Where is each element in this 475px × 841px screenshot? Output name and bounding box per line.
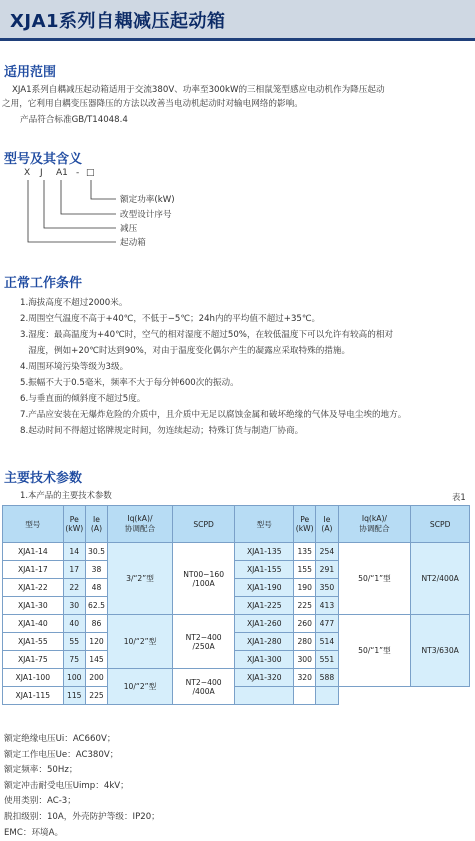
rating-item: 额定冲击耐受电压Uimp：4kV； bbox=[4, 780, 129, 791]
condition-item: 湿度，例如+20℃时达到90%，对由于温度变化偶尔产生的凝露应采取特殊的措施。 bbox=[20, 346, 351, 356]
iq-cell: 50/“1”型 bbox=[338, 615, 411, 687]
condition-item: 7.产品应安装在无爆炸危险的介质中，且介质中无足以腐蚀金属和破坏绝缘的气体及导电尘埃的地方。 bbox=[20, 410, 407, 420]
rating-item: 额定频率：50Hz； bbox=[4, 765, 78, 776]
scope-paragraph-line2: 之用，它利用自耦变压器降压的方法以改善当电动机起动时对输电网络的影响。 bbox=[2, 99, 303, 109]
iq-cell: 10/“2”型 bbox=[108, 615, 173, 669]
conditions-list bbox=[20, 295, 470, 439]
rating-item: 脱扣级别：10A，外壳防护等级：IP20； bbox=[4, 811, 160, 822]
rating-item: 额定工作电压Ue：AC380V； bbox=[4, 749, 119, 760]
rating-item: EMC：环境A。 bbox=[4, 827, 64, 838]
header-iq: Iq(kA)/ 协调配合 bbox=[108, 506, 173, 543]
tech-caption: 1.本产品的主要技术参数 bbox=[20, 490, 112, 500]
condition-item: 3.湿度：最高温度为+40℃时，空气的相对湿度不超过50%，在较低温度下可以允许有较高的相对 bbox=[20, 330, 394, 340]
condition-item: 8.起动时间不得超过铭牌规定时间，勿连续起动；特殊订货与制造厂协商。 bbox=[20, 426, 304, 436]
table-row: XJA1-115 115 225 bbox=[3, 687, 470, 705]
title-bar bbox=[0, 0, 475, 41]
table-number: 表1 bbox=[452, 492, 466, 502]
header-iq: Iq(kA)/ 协调配合 bbox=[338, 506, 411, 543]
model-code-x: X bbox=[24, 168, 31, 178]
model-code-dash: - bbox=[76, 168, 80, 178]
table-row: XJA1-17 17 38 XJA1-155 155 291 bbox=[3, 561, 470, 579]
condition-item: 4.周围环境污染等级为3级。 bbox=[20, 362, 129, 372]
table-row: XJA1-22 22 48 XJA1-190 190 350 bbox=[3, 579, 470, 597]
scope-standard: 产品符合标准GB/T14048.4 bbox=[20, 115, 128, 125]
page-title: XJA1系列自耦减压起动箱 bbox=[10, 11, 226, 32]
header-ie: Ie (A) bbox=[316, 506, 338, 543]
spec-table bbox=[2, 505, 470, 705]
model-label-revision: 改型设计序号 bbox=[120, 210, 172, 220]
condition-item: 2.周围空气温度不高于+40℃，不低于−5℃；24h内的平均值不超过+35℃。 bbox=[20, 314, 321, 324]
header-model: 型号 bbox=[235, 506, 294, 543]
iq-cell: 3/“2”型 bbox=[108, 543, 173, 615]
table-row: XJA1-40 40 86 10/“2”型 NT2−400 /250A XJA1-260 260 477 50/“1”型 NT3/630A bbox=[3, 615, 470, 633]
header-model: 型号 bbox=[3, 506, 64, 543]
conditions-heading: 正常工作条件 bbox=[4, 276, 83, 291]
model-heading: 型号及其含义 bbox=[4, 152, 83, 167]
scpd-cell: NT3/630A bbox=[411, 615, 470, 687]
model-label-power: 额定功率(kW) bbox=[120, 195, 175, 205]
condition-item: 1.海拔高度不超过2000米。 bbox=[20, 298, 128, 308]
model-label-starter: 起动箱 bbox=[120, 238, 146, 248]
model-code-diagram bbox=[20, 168, 280, 248]
scpd-cell: NT2−400 /250A bbox=[172, 615, 235, 669]
rating-item: 使用类别：AC-3； bbox=[4, 796, 76, 807]
ratings-list bbox=[4, 732, 160, 841]
rating-item: 额定绝缘电压Ui：AC660V； bbox=[4, 734, 116, 744]
scpd-cell: NT00−160 /100A bbox=[172, 543, 235, 615]
table-row: XJA1-55 55 120 XJA1-280 280 514 bbox=[3, 633, 470, 651]
table-row: XJA1-75 75 145 XJA1-300 300 551 bbox=[3, 651, 470, 669]
iq-cell: 10/“2”型 bbox=[108, 669, 173, 705]
iq-cell: 50/“1”型 bbox=[338, 543, 411, 615]
condition-item: 6.与垂直面的倾斜度不超过5度。 bbox=[20, 394, 146, 404]
model-code-a1: A1 bbox=[56, 168, 68, 178]
table-header-row bbox=[3, 506, 470, 543]
scpd-cell: NT2/400A bbox=[411, 543, 470, 615]
model-code-j: J bbox=[40, 168, 43, 178]
scope-paragraph-line1: XJA1系列自耦减压起动箱适用于交流380V、功率至300kW的三相鼠笼型感应电动机作为降压起动 bbox=[12, 85, 385, 95]
header-scpd: SCPD bbox=[172, 506, 235, 543]
condition-item: 5.振幅不大于0.5毫米，频率不大于每分钟600次的振动。 bbox=[20, 378, 239, 388]
header-ie: Ie (A) bbox=[85, 506, 107, 543]
header-pe: Pe (kW) bbox=[294, 506, 316, 543]
scpd-cell: NT2−400 /400A bbox=[172, 669, 235, 705]
table-row: XJA1-14 14 30.5 3/“2”型 NT00−160 /100A XJA1-135 135 254 50/“1”型 NT2/400A bbox=[3, 543, 470, 561]
model-label-reduce: 减压 bbox=[120, 224, 138, 234]
table-row: XJA1-100 100 200 10/“2”型 NT2−400 /400A XJA1-320 320 588 bbox=[3, 669, 470, 687]
scope-heading: 适用范围 bbox=[4, 65, 57, 80]
table-row: XJA1-30 30 62.5 XJA1-225 225 413 bbox=[3, 597, 470, 615]
header-pe: Pe (kW) bbox=[63, 506, 85, 543]
header-scpd: SCPD bbox=[411, 506, 470, 543]
tech-heading: 主要技术参数 bbox=[4, 471, 83, 486]
model-code-box: □ bbox=[86, 168, 95, 178]
